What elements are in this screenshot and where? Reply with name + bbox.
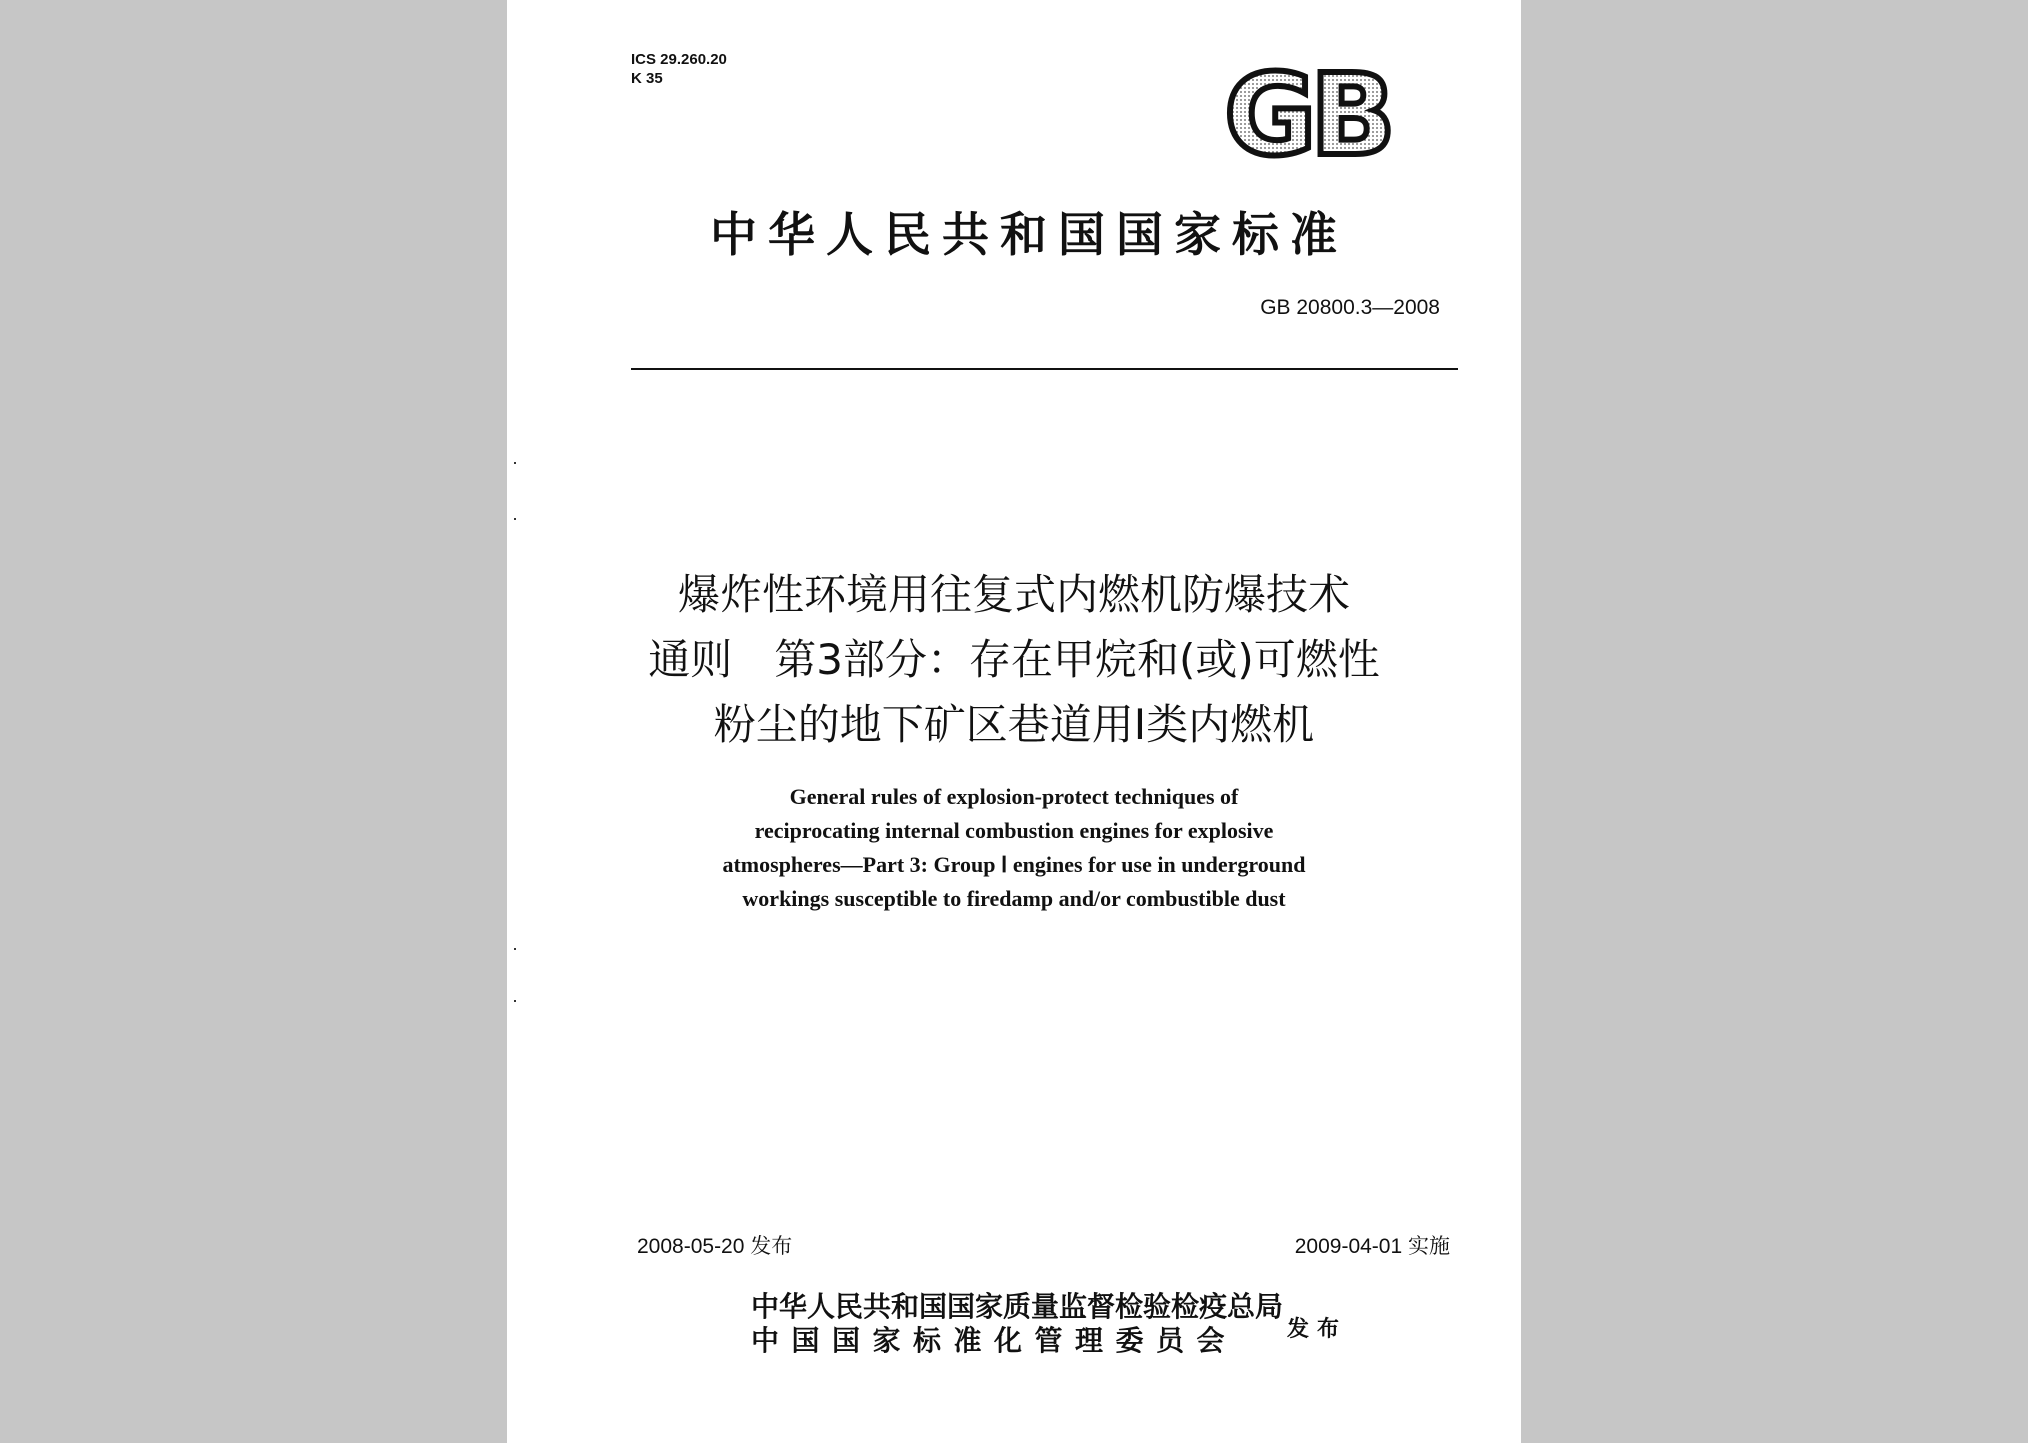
english-title-line: reciprocating internal combustion engines for explosive: [754, 818, 1274, 843]
issue-date: 2008-05-20 发布: [637, 1235, 793, 1258]
ics-code: ICS 29.260.20: [631, 51, 727, 68]
publish-label: 发布: [1287, 1317, 1348, 1342]
document-page: [507, 0, 1521, 1443]
implementation-date: 2009-04-01 实施: [1294, 1235, 1450, 1258]
english-title: [507, 780, 1521, 916]
publisher-block: [751, 1290, 1283, 1358]
english-title-line: workings susceptible to firedamp and/or combustible dust: [742, 886, 1286, 911]
chinese-title-line: 通则 第3部分：存在甲烷和(或)可燃性: [648, 635, 1380, 684]
svg-text:GB: GB: [1224, 66, 1390, 166]
gb-logo: [1207, 66, 1407, 166]
header-rule: [631, 368, 1458, 370]
classification-codes: [631, 50, 727, 88]
standard-number: GB 20800.3—2008: [1260, 296, 1440, 319]
chinese-title: [507, 562, 1521, 757]
english-title-line: atmospheres—Part 3: Group Ⅰ engines for use in underground: [722, 852, 1306, 877]
chinese-title-line: 粉尘的地下矿区巷道用Ⅰ类内燃机: [713, 700, 1315, 749]
publisher-line: 中华人民共和国国家质量监督检验检疫总局: [751, 1290, 1284, 1323]
publisher-line: 中国国家标准化管理委员会: [751, 1324, 1238, 1357]
ccs-code: K 35: [631, 70, 663, 87]
english-title-line: General rules of explosion-protect techniques of: [789, 784, 1239, 809]
chinese-title-line: 爆炸性环境用往复式内燃机防爆技术: [677, 570, 1350, 619]
standard-category-title: 中华人民共和国国家标准: [710, 208, 1348, 263]
